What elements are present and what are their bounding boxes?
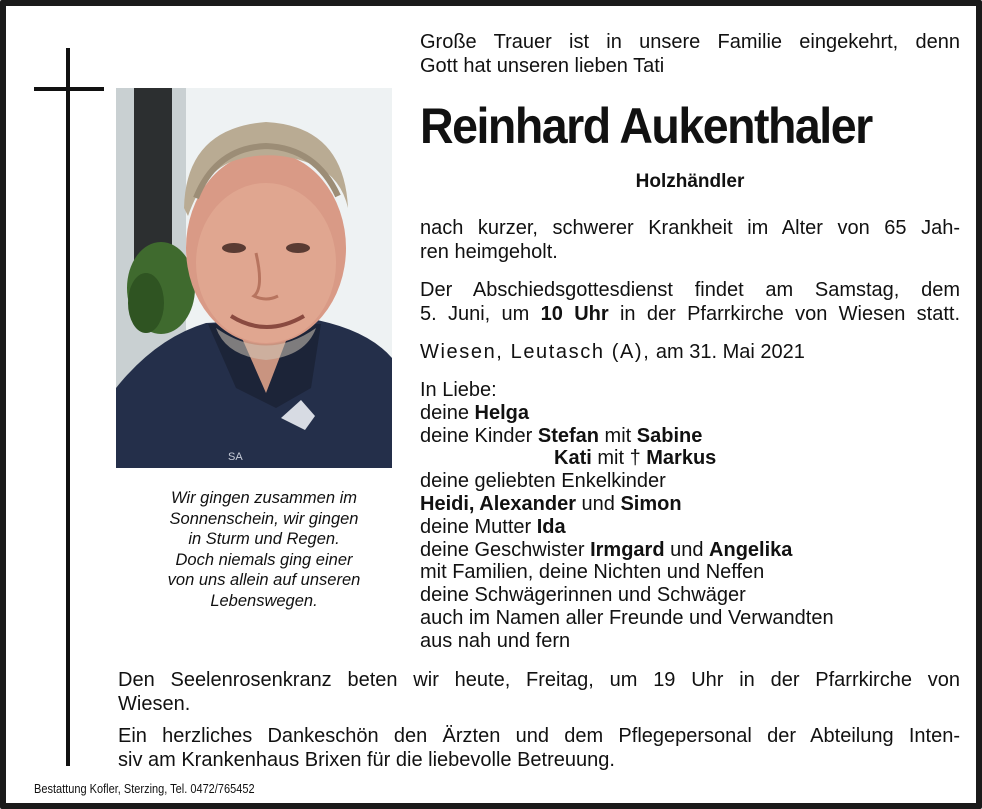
child-name: Stefan	[537, 424, 599, 447]
service-location: in der Pfarrkirche von Wiesen statt.	[608, 303, 960, 325]
partner-name: Sabine	[636, 424, 703, 447]
poem-line: Wir gingen zusammen im	[171, 489, 357, 507]
service-date: 5. Juni, um	[420, 303, 541, 325]
thanks-line: siv am Krankenhaus Brixen für die liebevolle Betreuung.	[118, 749, 615, 771]
memorial-poem	[116, 488, 412, 611]
svg-text:SA: SA	[228, 451, 243, 463]
service-time: 10 Uhr	[540, 303, 609, 325]
sibling-name: Irmgard	[590, 538, 665, 561]
poem-line: Doch niemals ging einer	[175, 550, 353, 569]
list-item: deine Kinder Stefan mit Sabine	[420, 424, 703, 447]
list-item: deine geliebten Enkelkinder	[420, 470, 666, 493]
list-item: Heidi, Alexander und Simon	[420, 492, 682, 515]
intro-text	[420, 30, 960, 78]
list-item: Kati mit † Markus	[554, 447, 717, 470]
illness-paragraph	[420, 216, 960, 264]
rosary-line: Den Seelenrosenkranz beten wir heute, Freitag, um 19 Uhr in der Pfarrkirche von	[118, 669, 960, 691]
rosary-paragraph	[118, 668, 960, 716]
thanks-line: Ein herzliches Dankeschön den Ärzten und dem Pflegepersonal der Abteilung Inten-	[118, 725, 960, 747]
service-line-1: Der Abschiedsgottesdienst findet am Samstag, dem	[420, 279, 960, 301]
portrait-photo	[116, 88, 392, 468]
service-paragraph	[420, 278, 960, 326]
deceased-name: Reinhard Aukenthaler	[420, 98, 872, 154]
illness-line: ren heimgeholt.	[420, 241, 558, 263]
wife-name: Helga	[474, 401, 529, 424]
mourners-list	[420, 379, 960, 653]
list-item: deine Schwägerinnen und Schwäger	[420, 584, 746, 607]
funeral-home-footer: Bestattung Kofler, Sterzing, Tel. 0472/765452	[34, 782, 255, 796]
profession: Holzhändler	[635, 171, 745, 192]
list-item: mit Familien, deine Nichten und Neffen	[420, 561, 765, 584]
list-item: deine Geschwister Irmgard und Angelika	[420, 538, 793, 561]
intro-line: Große Trauer ist in unsere Familie eingekehrt, denn	[420, 31, 960, 53]
illness-line: nach kurzer, schwerer Krankheit im Alter von 65 Jah-	[420, 217, 960, 239]
place-and-date	[420, 340, 960, 364]
grandchildren-names: Heidi, Alexander	[420, 492, 576, 515]
grandchild-name: Simon	[620, 492, 682, 515]
list-item: auch im Namen aller Freunde und Verwandten	[420, 606, 834, 629]
partner-name: Markus	[646, 447, 717, 470]
places: Wiesen, Leutasch (A),	[420, 341, 651, 363]
poem-line: von uns allein auf unseren	[167, 571, 361, 589]
poem-line: in Sturm und Regen.	[188, 530, 340, 548]
poem-line: Lebenswegen.	[210, 591, 318, 610]
cross-icon	[66, 48, 70, 766]
cross-icon-bar	[34, 87, 104, 91]
service-line-2	[420, 302, 960, 326]
rosary-line: Wiesen.	[118, 693, 191, 715]
intro-line: Gott hat unseren lieben Tati	[420, 55, 665, 77]
child-name: Kati	[554, 447, 592, 470]
list-item: deine Helga	[420, 401, 529, 424]
sibling-name: Angelika	[709, 538, 793, 561]
thanks-paragraph	[118, 724, 960, 772]
date: am 31. Mai 2021	[655, 341, 805, 363]
mourners-heading: In Liebe:	[420, 379, 497, 401]
mother-name: Ida	[536, 515, 566, 538]
poem-line: Sonnenschein, wir gingen	[169, 509, 359, 528]
list-item: aus nah und fern	[420, 629, 571, 652]
list-item: deine Mutter Ida	[420, 515, 566, 538]
